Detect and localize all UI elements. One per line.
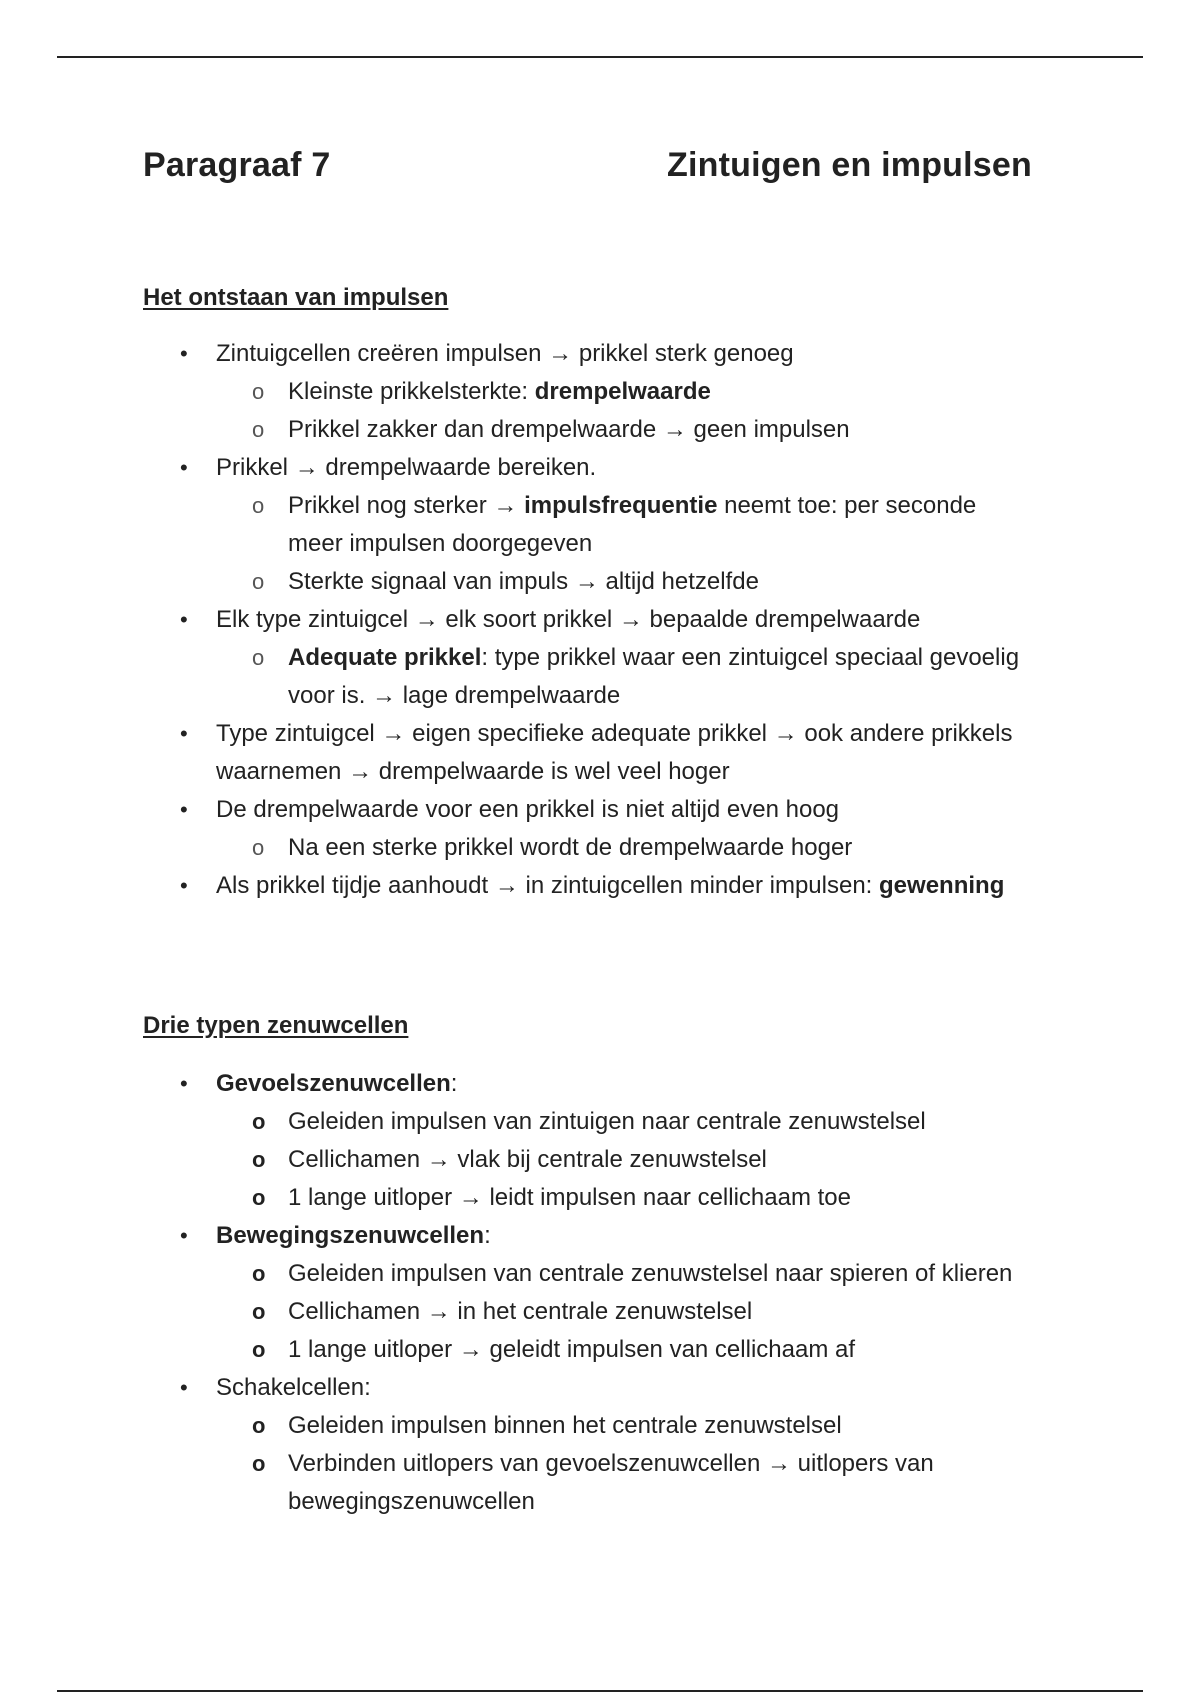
section-title-zenuwcellen: Drie typen zenuwcellen <box>143 1012 409 1039</box>
bullet-icon: • <box>180 1071 188 1096</box>
list-item: o Verbinden uitlopers van gevoelszenuwcellen → uitlopers van bewegingszenuwcellen <box>0 1445 1026 1521</box>
list-item: o Adequate prikkel: type prikkel waar een zintuigcel speciaal gevoelig voor is. → lage drempelwaarde <box>0 639 1026 715</box>
bullet-icon: • <box>180 341 188 366</box>
sub-bullet-icon: o <box>252 1413 266 1438</box>
list-item: o Geleiden impulsen van zintuigen naar centrale zenuwstelsel <box>0 1103 1026 1141</box>
list-item: • Prikkel → drempelwaarde bereiken. <box>0 449 1026 487</box>
sub-bullet-icon: o <box>252 1337 266 1362</box>
list-item: o Na een sterke prikkel wordt de drempelwaarde hoger <box>0 829 1026 867</box>
sub-bullet-icon: o <box>252 1299 266 1324</box>
bullet-icon: • <box>180 607 188 632</box>
bullet-icon: • <box>180 455 188 480</box>
list-item: o 1 lange uitloper → geleidt impulsen van cellichaam af <box>0 1331 1026 1369</box>
list-item: • Zintuigcellen creëren impulsen → prikkel sterk genoeg <box>0 335 1026 373</box>
list-item: o Sterkte signaal van impuls → altijd hetzelfde <box>0 563 1026 601</box>
list-item: o Prikkel nog sterker → impulsfrequentie neemt toe: per seconde meer impulsen doorgegeven <box>0 487 1026 563</box>
list-item: • Als prikkel tijdje aanhoudt → in zintuigcellen minder impulsen: gewenning <box>0 867 1026 905</box>
bottom-rule <box>57 1690 1143 1692</box>
section-title-impulsen: Het ontstaan van impulsen <box>143 284 449 311</box>
list-item: • Bewegingszenuwcellen: <box>0 1217 1026 1255</box>
paragraph-number: Paragraaf 7 <box>143 146 331 184</box>
bullet-icon: • <box>180 1375 188 1400</box>
sub-bullet-icon: o <box>252 835 265 860</box>
bullet-icon: • <box>180 873 188 898</box>
sub-bullet-icon: o <box>252 645 265 670</box>
sub-bullet-icon: o <box>252 1185 266 1210</box>
sub-bullet-icon: o <box>252 417 265 442</box>
sub-bullet-icon: o <box>252 1109 266 1134</box>
sub-bullet-icon: o <box>252 1261 266 1286</box>
sub-bullet-icon: o <box>252 1451 266 1476</box>
sub-bullet-icon: o <box>252 493 265 518</box>
list-item: o Kleinste prikkelsterkte: drempelwaarde <box>0 373 1026 411</box>
list-item: • Type zintuigcel → eigen specifieke adequate prikkel → ook andere prikkels waarnemen → drempelwaarde is wel veel hoger <box>0 715 1026 791</box>
sub-bullet-icon: o <box>252 569 265 594</box>
list-item: • Schakelcellen: <box>0 1369 1026 1407</box>
list-item: o Cellichamen → vlak bij centrale zenuwstelsel <box>0 1141 1026 1179</box>
list-item: • Gevoelszenuwcellen: <box>0 1065 1026 1103</box>
list-item: • De drempelwaarde voor een prikkel is niet altijd even hoog <box>0 791 1026 829</box>
impulsen-list <box>0 335 1200 905</box>
list-item: • Elk type zintuigcel → elk soort prikkel → bepaalde drempelwaarde <box>0 601 1026 639</box>
list-item: o Prikkel zakker dan drempelwaarde → geen impulsen <box>0 411 1026 449</box>
list-item: o Geleiden impulsen van centrale zenuwstelsel naar spieren of klieren <box>0 1255 1026 1293</box>
top-rule <box>57 56 1143 58</box>
bullet-icon: • <box>180 1223 188 1248</box>
zenuwcellen-list <box>0 1065 1200 1521</box>
page-title: Zintuigen en impulsen <box>667 146 1032 184</box>
bullet-icon: • <box>180 721 188 746</box>
list-item: o Geleiden impulsen binnen het centrale zenuwstelsel <box>0 1407 1026 1445</box>
sub-bullet-icon: o <box>252 1147 266 1172</box>
list-item: o 1 lange uitloper → leidt impulsen naar cellichaam toe <box>0 1179 1026 1217</box>
bullet-icon: • <box>180 797 188 822</box>
sub-bullet-icon: o <box>252 379 265 404</box>
list-item: o Cellichamen → in het centrale zenuwstelsel <box>0 1293 1026 1331</box>
